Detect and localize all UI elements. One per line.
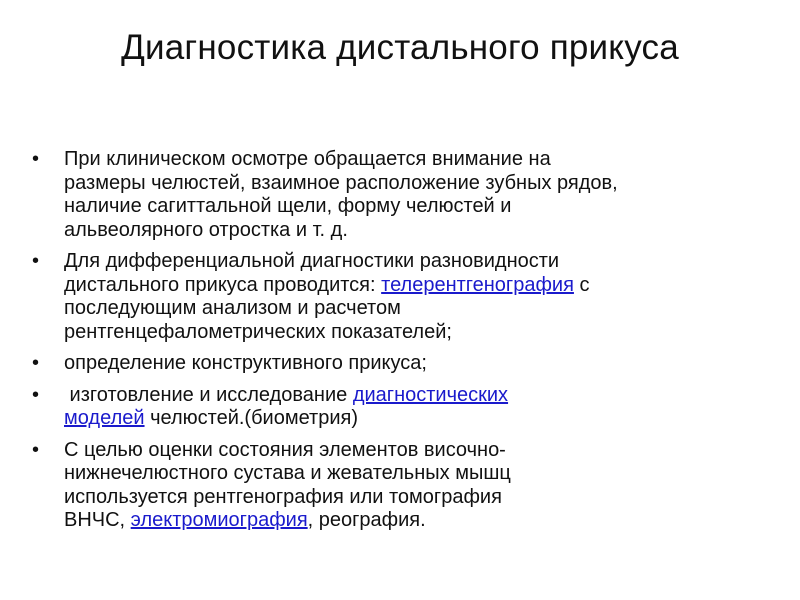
hyperlink[interactable]: диагностических	[352, 383, 509, 406]
bullet-text: дистального прикуса проводится:	[64, 273, 382, 296]
bullet-text: наличие сагиттальной щели, форму челюстей и	[64, 195, 512, 217]
bullet-text: альвеолярного отростка и т. д.	[64, 218, 348, 241]
bullet-text: ВНЧС,	[64, 509, 131, 531]
bullet-text: размеры челюстей, взаимное расположение зубных рядов,	[64, 171, 618, 194]
bullet-item	[32, 250, 772, 344]
bullet-line	[64, 219, 772, 243]
bullet-item	[32, 384, 772, 431]
bullet-line	[64, 486, 772, 510]
bullet-text: При клиническом осмотре обращается внимание на	[64, 148, 551, 170]
bullet-line	[64, 274, 772, 298]
hyperlink[interactable]: телерентгенография	[381, 273, 574, 296]
bullet-text: рентгенцефалометрических показателей;	[64, 320, 452, 343]
bullet-text: , реография.	[307, 509, 426, 531]
bullet-item	[32, 439, 772, 533]
bullet-text: Для дифференциальной диагностики разновидности	[64, 250, 560, 272]
slide-title: Диагностика дистального прикуса	[121, 28, 679, 67]
bullet-line	[64, 352, 772, 376]
bullet-line	[64, 509, 772, 533]
bullet-text: определение конструктивного прикуса;	[64, 352, 427, 374]
bullet-text: С целью оценки состояния элементов височно-	[64, 438, 506, 461]
bullet-marker: •	[32, 148, 40, 170]
bullet-marker: •	[32, 438, 40, 461]
bullet-list	[32, 148, 772, 541]
bullet-marker: •	[32, 352, 40, 374]
bullet-line	[64, 321, 772, 345]
bullet-line	[64, 462, 772, 486]
bullet-item	[32, 148, 772, 242]
bullet-text: нижнечелюстного сустава и жевательных мышц	[64, 462, 511, 484]
bullet-line	[64, 439, 772, 463]
bullet-line	[64, 297, 772, 321]
bullet-text: с	[573, 273, 590, 296]
hyperlink[interactable]: моделей	[64, 407, 145, 429]
bullet-text: челюстей.(биометрия)	[144, 407, 358, 429]
bullet-line	[64, 384, 772, 408]
bullet-line	[64, 195, 772, 219]
hyperlink[interactable]: электромиография	[130, 509, 308, 531]
bullet-item	[32, 352, 772, 376]
bullet-text: последующим анализом и расчетом	[64, 297, 401, 319]
bullet-marker: •	[32, 383, 40, 406]
bullet-line	[64, 148, 772, 172]
bullet-marker: •	[32, 250, 40, 272]
bullet-line	[64, 250, 772, 274]
bullet-text: изготовление и исследование	[64, 383, 353, 406]
bullet-line	[64, 407, 772, 431]
bullet-line	[64, 172, 772, 196]
bullet-text: используется рентгенография или томография	[64, 485, 502, 508]
